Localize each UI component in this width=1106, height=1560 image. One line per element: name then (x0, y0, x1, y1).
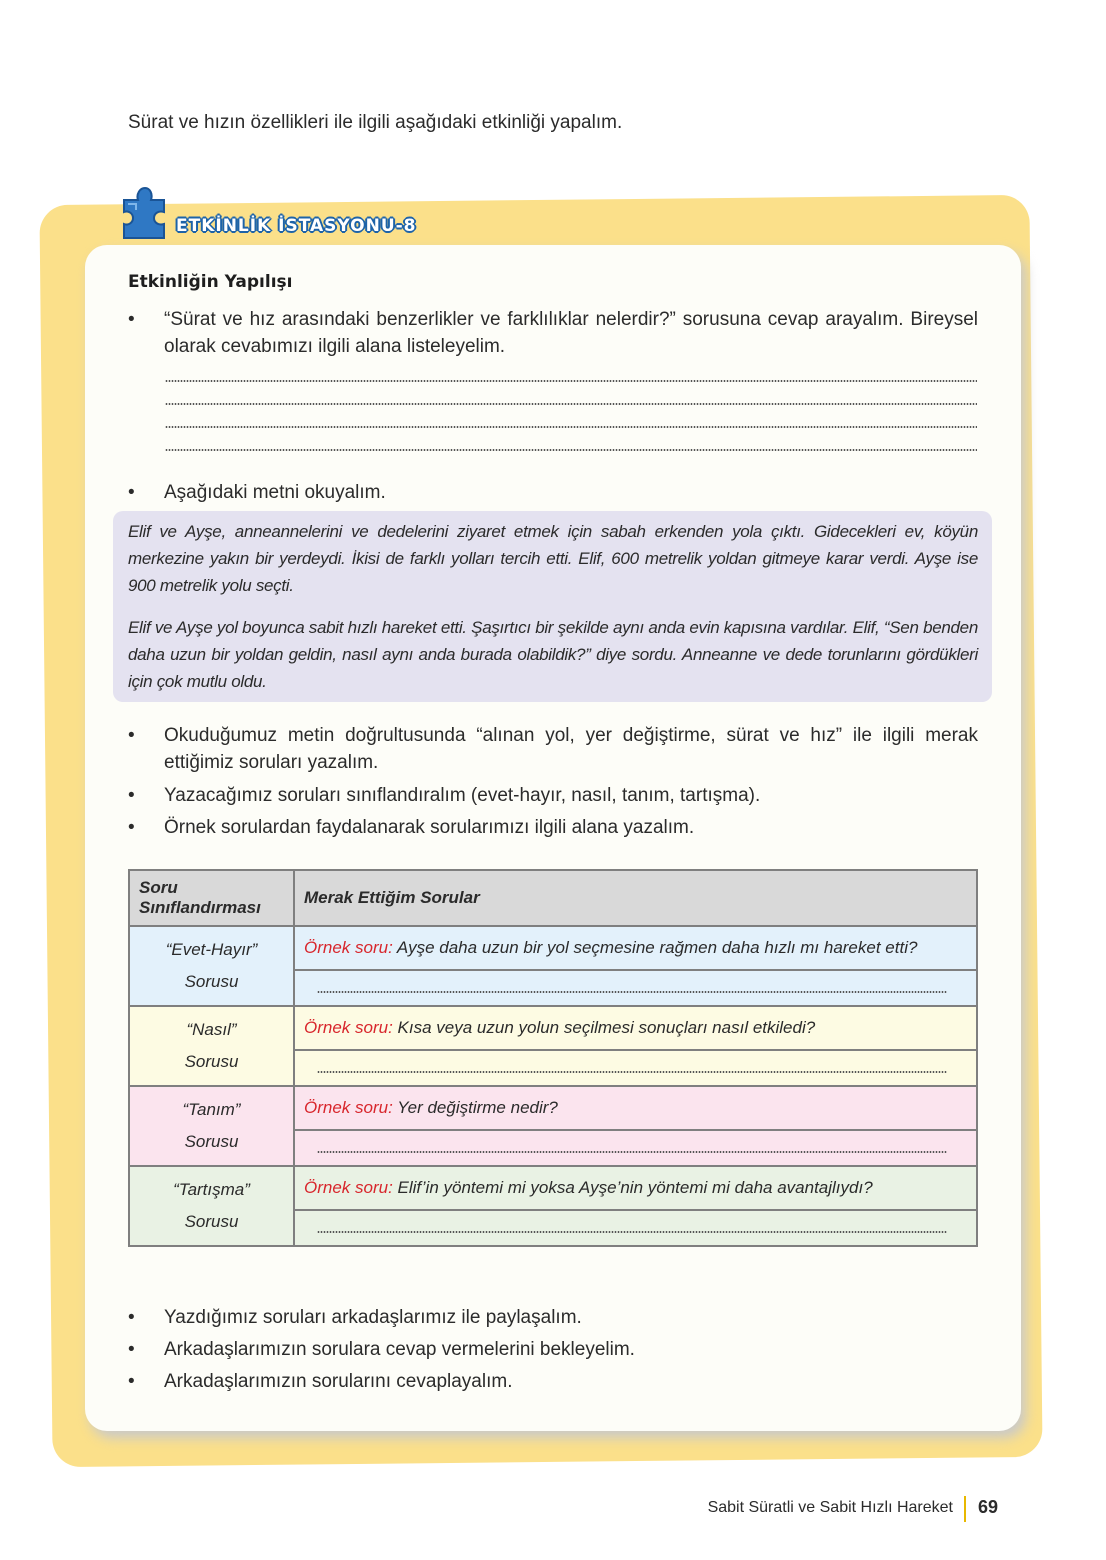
header-classification: Soru Sınıflandırması (129, 870, 294, 926)
answer-cell[interactable] (294, 1130, 977, 1166)
answer-line[interactable] (165, 403, 977, 405)
example-question: Örnek soru: Ayşe daha uzun bir yol seçmesine rağmen daha hızlı mı hareket etti? (294, 926, 977, 970)
answer-cell[interactable] (294, 970, 977, 1006)
puzzle-piece-icon (118, 184, 170, 242)
answer-line[interactable] (165, 449, 977, 451)
example-question: Örnek soru: Elif’in yöntemi mi yoksa Ayşe’nin yöntemi mi daha avantajlıydı? (294, 1166, 977, 1210)
bullet-text: Yazacağımız soruları sınıflandıralım (evet-hayır, nasıl, tanım, tartışma). (164, 785, 761, 806)
bullet-dot: • (128, 1371, 135, 1392)
bullet-text: Yazdığımız soruları arkadaşlarımız ile paylaşalım. (164, 1307, 582, 1328)
bullet-text: Örnek sorulardan faydalanarak sorularımızı ilgili alana yazalım. (164, 817, 695, 838)
bullet-dot: • (128, 1307, 135, 1328)
table-row (129, 926, 977, 970)
answer-cell[interactable] (294, 1210, 977, 1246)
category-cell: “Tanım” Sorusu (129, 1086, 294, 1166)
category-cell: “Evet-Hayır” Sorusu (129, 926, 294, 1006)
question-table (128, 869, 978, 1247)
footer-divider (964, 1496, 966, 1522)
answer-line[interactable] (165, 426, 977, 428)
section-heading: Etkinliğin Yapılışı (128, 272, 293, 292)
answer-cell[interactable] (294, 1050, 977, 1086)
story-paragraph: Elif ve Ayşe yol boyunca sabit hızlı hareket etti. Şaşırtıcı bir şekilde aynı anda evin kapısına vardılar. Elif, “Sen benden daha uzun bir yoldan geldin, nasıl aynı anda burada olabildik?” diye sordu. Anneanne ve dede torunlarını gördükleri için çok mutlu oldu. (128, 618, 978, 691)
table-row (129, 1006, 977, 1050)
bullet-text: Arkadaşlarımızın sorulara cevap vermelerini bekleyelim. (164, 1339, 635, 1360)
chapter-title: Sabit Süratli ve Sabit Hızlı Hareket (707, 1499, 953, 1516)
story-paragraph: Elif ve Ayşe, anneannelerini ve dedelerini ziyaret etmek için sabah erkenden yola çıktı. Gidecekleri ev, köyün merkezine yakın bir yerdeydi. İkisi de farklı yolları tercih etti. Elif, 600 metrelik yoldan gitmeye karar verdi. Ayşe ise 900 metrelik yolu seçti. (128, 522, 978, 595)
table-header-row (129, 870, 977, 926)
bullet-text: Arkadaşlarımızın sorularını cevaplayalım. (164, 1371, 513, 1392)
answer-line[interactable] (165, 380, 977, 382)
bullet-text: “Sürat ve hız arasındaki benzerlikler ve farklılıklar nelerdir?” sorusuna cevap arayalım. Bireysel olarak cevabımızı ilgili alana listeleyelim. (164, 309, 978, 357)
intro-text: Sürat ve hızın özellikleri ile ilgili aşağıdaki etkinliği yapalım. (128, 112, 623, 133)
header-questions: Merak Ettiğim Sorular (294, 870, 977, 926)
bullet-text: Aşağıdaki metni okuyalım. (164, 482, 386, 503)
activity-title-text: ETKİNLİK İSTASYONU-8 (176, 216, 417, 236)
bullet-dot: • (128, 1339, 135, 1360)
bullet-dot: • (128, 817, 135, 838)
story-box (113, 511, 992, 702)
page-footer (0, 1496, 1106, 1526)
bullet-dot: • (128, 785, 135, 806)
category-cell: “Nasıl” Sorusu (129, 1006, 294, 1086)
category-cell: “Tartışma” Sorusu (129, 1166, 294, 1246)
example-question: Örnek soru: Yer değiştirme nedir? (294, 1086, 977, 1130)
bullet-dot: • (128, 482, 135, 503)
table-row (129, 1166, 977, 1210)
bullet-text: Okuduğumuz metin doğrultusunda “alınan yol, yer değiştirme, sürat ve hız” ile ilgili merak ettiğimiz soruları yazalım. (164, 725, 978, 773)
bullet-dot: • (128, 309, 135, 330)
page-number: 69 (978, 1497, 999, 1517)
bullet-dot: • (128, 725, 135, 746)
table-row (129, 1086, 977, 1130)
example-question: Örnek soru: Kısa veya uzun yolun seçilmesi sonuçları nasıl etkiledi? (294, 1006, 977, 1050)
